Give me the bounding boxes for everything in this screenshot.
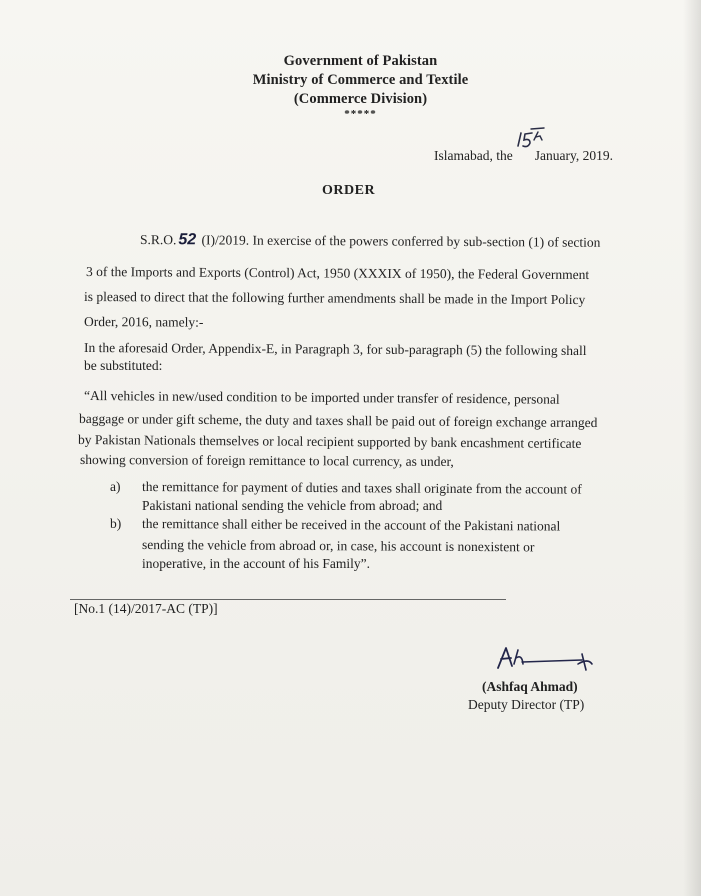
reference-number: [No.1 (14)/2017-AC (TP)] (74, 601, 218, 616)
sro-number-handwritten: 52 (178, 231, 197, 249)
item-b-label: b) (110, 516, 122, 531)
item-a-line1: the remittance for payment of duties and taxes shall originate from the account of (141, 479, 582, 497)
paragraph1-line3: is pleased to direct that the following further amendments shall be made in the Import Policy (83, 289, 586, 308)
header-ministry: Ministry of Commerce and Textile (252, 72, 469, 88)
quote-line2: baggage or under gift scheme, the duty and taxes shall be paid out of foreign exchange arranged (78, 411, 598, 431)
paragraph1-line1: (I)/2019. In exercise of the powers conferred by sub-section (1) of section (201, 232, 601, 250)
signatory-designation: Deputy Director (TP) (468, 697, 585, 712)
signatory-name: (Ashfaq Ahmad) (482, 679, 578, 694)
header-division: (Commerce Division) (293, 91, 428, 107)
dateline-place: Islamabad, the (434, 148, 513, 163)
item-a-label: a) (110, 479, 121, 494)
item-b-line1: the remittance shall either be received in the account of the Pakistani national (141, 516, 561, 534)
paragraph1-line2: 3 of the Imports and Exports (Control) Act, 1950 (XXXIX of 1950), the Federal Government (85, 264, 590, 283)
page-edge-shadow (683, 0, 701, 896)
quote-line3: by Pakistan Nationals themselves or local recipient supported by bank encashment certificate (77, 432, 582, 451)
paragraph2-line1: In the aforesaid Order, Appendix-E, in Paragraph 3, for sub-paragraph (5) the following shall (83, 340, 587, 359)
header-government: Government of Pakistan (283, 53, 438, 69)
item-b-line3: inoperative, in the account of his Family”. (142, 556, 370, 571)
horizontal-rule (70, 599, 506, 600)
item-b-line2: sending the vehicle from abroad or, in case, his account is nonexistent or (141, 537, 535, 555)
signature-mark (492, 640, 602, 680)
quote-line4: showing conversion of foreign remittance to local currency, as under, (79, 452, 454, 469)
sro-line (140, 231, 601, 252)
dateline-month-year: January, 2019. (534, 148, 613, 163)
paragraph1-line4: Order, 2016, namely:- (83, 314, 204, 330)
sro-prefix: S.R.O. (139, 232, 177, 248)
quote-line1: “All vehicles in new/used condition to be imported under transfer of residence, personal (83, 388, 560, 407)
dateline (434, 148, 613, 164)
item-a-line2: Pakistani national sending the vehicle from abroad; and (142, 498, 443, 513)
header-stars: ***** (344, 108, 377, 120)
paragraph2-line2: be substituted: (84, 358, 163, 373)
order-title: ORDER (322, 183, 376, 198)
